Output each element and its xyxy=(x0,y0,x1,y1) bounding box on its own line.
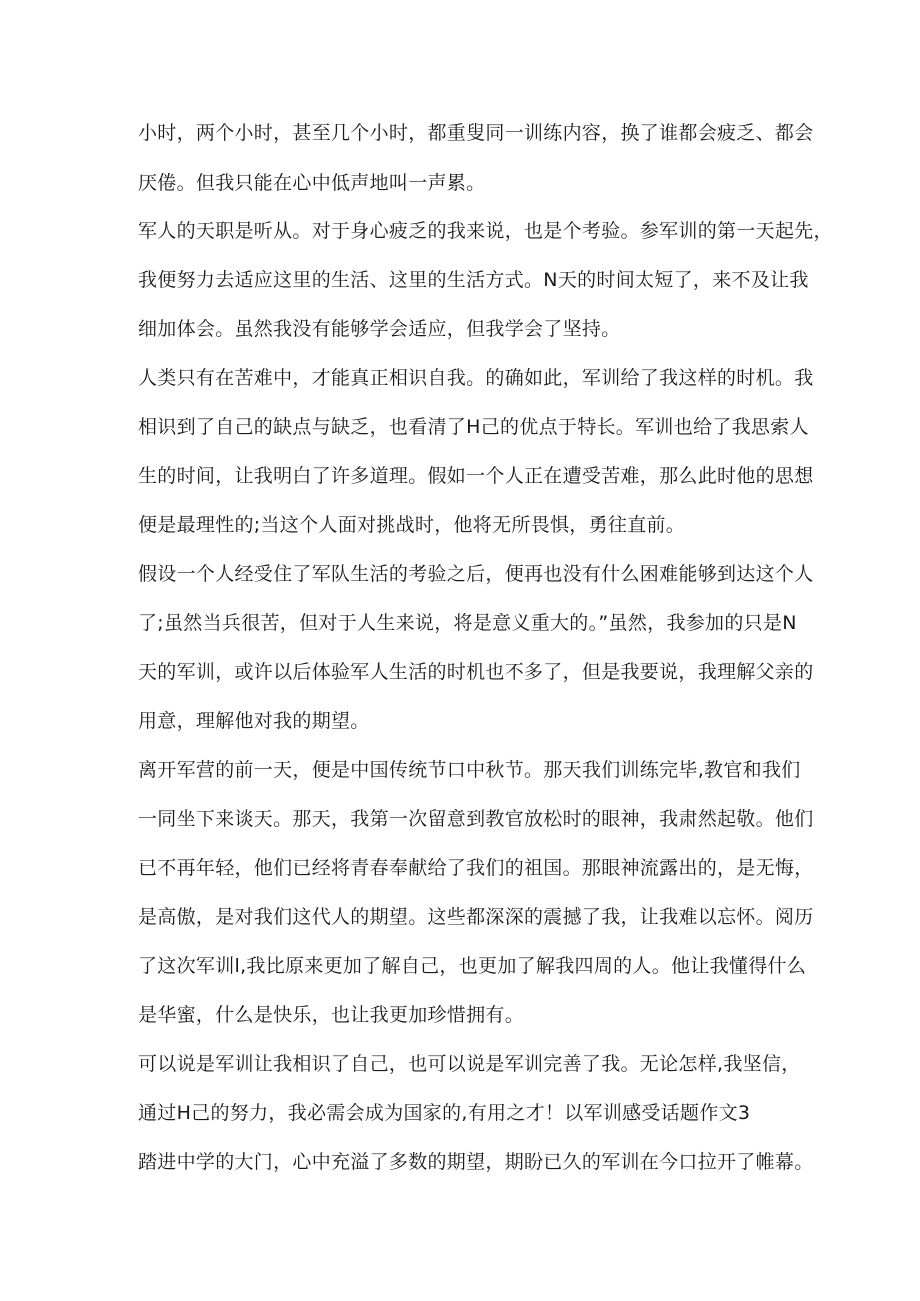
text-line: 假设一个人经受住了军队生活的考验之后，便再也没有什么困难能够到达这个人 xyxy=(138,563,814,585)
text-line: 生的时间，让我明白了许多道理。假如一个人正在遭受苦难，那么此时他的思想 xyxy=(138,465,814,487)
text-line: 已不再年轻，他们已经将青春奉献给了我们的祖国。那眼神流露出的，是无悔， xyxy=(138,857,814,879)
text-line: 了这次军训l,我比原来更加了解自己，也更加了解我四周的人。他让我懂得什么 xyxy=(138,955,807,977)
text-line: 一同坐下来谈天。那天，我第一次留意到教官放松时的眼神，我肃然起敬。他们 xyxy=(138,808,814,830)
text-line: 了;虽然当兵很苦，但对于人生来说，将是意义重大的。”虽然，我参加的只是N xyxy=(138,612,797,634)
text-line: 是高傲，是对我们这代人的期望。这些都深深的震撼了我，让我难以忘怀。阅历 xyxy=(138,906,814,928)
text-line: 便是最理性的;当这个人面对挑战时，他将无所畏惧，勇往直前。 xyxy=(138,514,686,536)
text-line: 通过H己的努力，我必需会成为国家的,有用之才！以军训感受话题作文3 xyxy=(138,1102,751,1124)
text-line: 相识到了自己的缺点与缺乏，也看清了H己的优点于特长。军训也给了我思索人 xyxy=(138,416,809,438)
text-line: 我便努力去适应这里的生活、这里的生活方式。N天的时间太短了，来不及让我 xyxy=(138,269,809,291)
text-line: 离开军营的前一天，便是中国传统节口中秋节。那天我们训练完毕,教官和我们 xyxy=(138,759,801,781)
text-line: 厌倦。但我只能在心中低声地叫一声累。 xyxy=(138,172,486,194)
text-line: 细加体会。虽然我没有能够学会适应，但我学会了坚持。 xyxy=(138,318,621,340)
text-line: 是华蜜，什么是快乐，也让我更加珍惜拥有。 xyxy=(138,1004,525,1026)
text-line: 可以说是军训让我相识了自己，也可以说是军训完善了我。无论怎样,我坚信， xyxy=(138,1053,801,1075)
text-line: 天的军训，或许以后体验军人生活的时机也不多了，但是我要说，我理解父亲的 xyxy=(138,661,814,683)
text-line: 用意，理解他对我的期望。 xyxy=(138,710,370,732)
text-line: 军人的天职是听从。对于身心疲乏的我来说，也是个考验。参军训的第一天起先， xyxy=(138,220,833,242)
text-line: 踏进中学的大门，心中充溢了多数的期望，期盼已久的军训在今口拉开了帷幕。 xyxy=(138,1151,814,1173)
text-line: 小时，两个小时，甚至几个小时，都重叟同一训练内容，换了谁都会疲乏、都会 xyxy=(138,122,814,144)
text-line: 人类只有在苦难中，才能真正相识自我。的确如此，军训给了我这样的时机。我 xyxy=(138,367,814,389)
